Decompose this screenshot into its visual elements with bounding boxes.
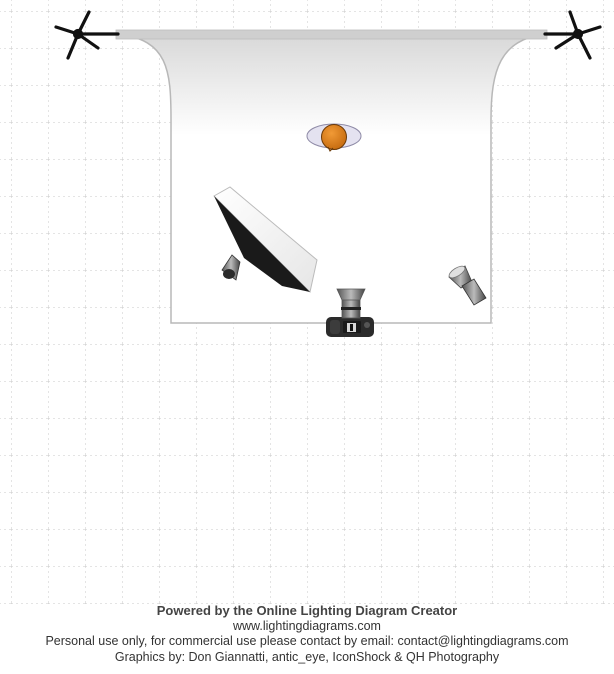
credits-block	[0, 603, 614, 665]
seamless-backdrop[interactable]	[116, 30, 547, 323]
graphics-credit-text: Graphics by: Don Giannatti, antic_eye, IconShock & QH Photography	[114, 649, 500, 664]
powered-by-text: Powered by the Online Lighting Diagram Creator	[156, 603, 458, 618]
license-text: Personal use only, for commercial use please contact by email: contact@lightingdiagrams.com	[45, 634, 569, 648]
site-url-text: www.lightingdiagrams.com	[233, 618, 381, 633]
